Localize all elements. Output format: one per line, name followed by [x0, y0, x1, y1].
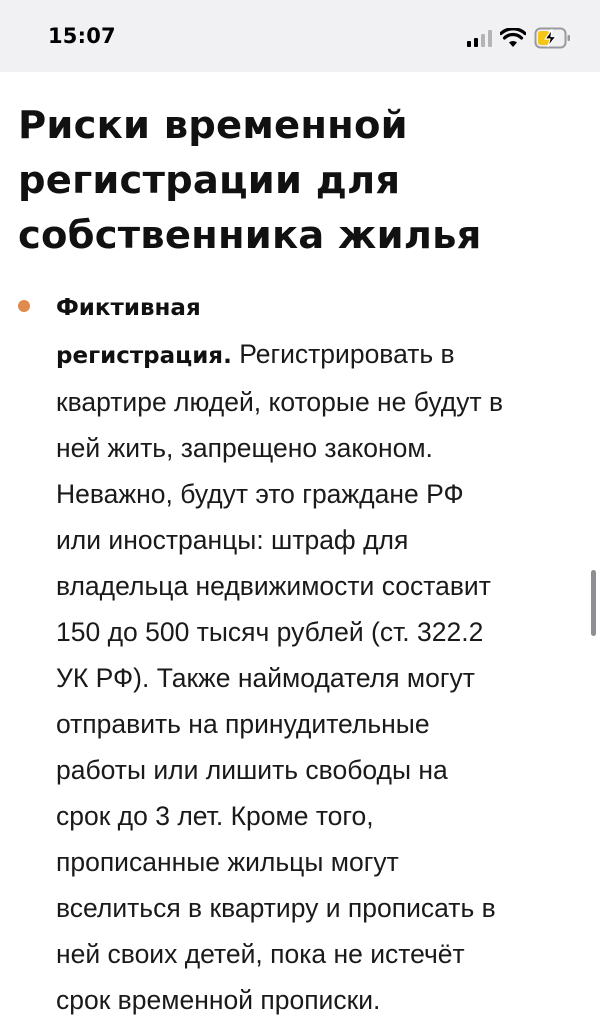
text-line: работы или лишить свободы на [56, 755, 448, 785]
text-line: квартире людей, которые не будут в [56, 387, 504, 417]
status-bar [0, 0, 600, 72]
text-line: Регистрировать в [231, 339, 455, 369]
text-line: УК РФ). Также наймодателя могут [56, 663, 475, 693]
text-line: отправить на принудительные [56, 709, 430, 739]
wifi-icon [500, 28, 526, 48]
list-item-text [56, 283, 591, 1023]
text-line: ней жить, запрещено законом. [56, 433, 433, 463]
text-line: ней своих детей, пока не истечёт [56, 939, 465, 969]
text-line: владельца недвижимости составит [56, 571, 491, 601]
status-time: 15:07 [48, 24, 116, 48]
item-lead: Фиктивная [56, 295, 201, 321]
text-line: или иностранцы: штраф для [56, 525, 409, 555]
text-line: срок до 3 лет. Кроме того, [56, 801, 374, 831]
text-line: прописанные жильцы могут [56, 847, 399, 877]
text-line: Неважно, будут это граждане РФ [56, 479, 464, 509]
text-line: вселиться в квартиру и прописать в [56, 893, 496, 923]
status-icons [467, 26, 572, 50]
title-line: собственника жилья [18, 213, 482, 258]
article [0, 72, 600, 1028]
list-bullet [18, 300, 30, 312]
scroll-indicator[interactable] [591, 570, 596, 636]
title-line: регистрации для [18, 158, 401, 203]
text-line: 150 до 500 тысяч рублей (ст. 322.2 [56, 617, 484, 647]
cellular-signal-icon [467, 29, 492, 47]
item-lead: регистрация. [56, 343, 232, 369]
battery-charging-icon [534, 27, 572, 49]
text-line: срок временной прописки. [56, 985, 381, 1015]
article-title [18, 98, 578, 263]
title-line: Риски временной [18, 103, 408, 148]
